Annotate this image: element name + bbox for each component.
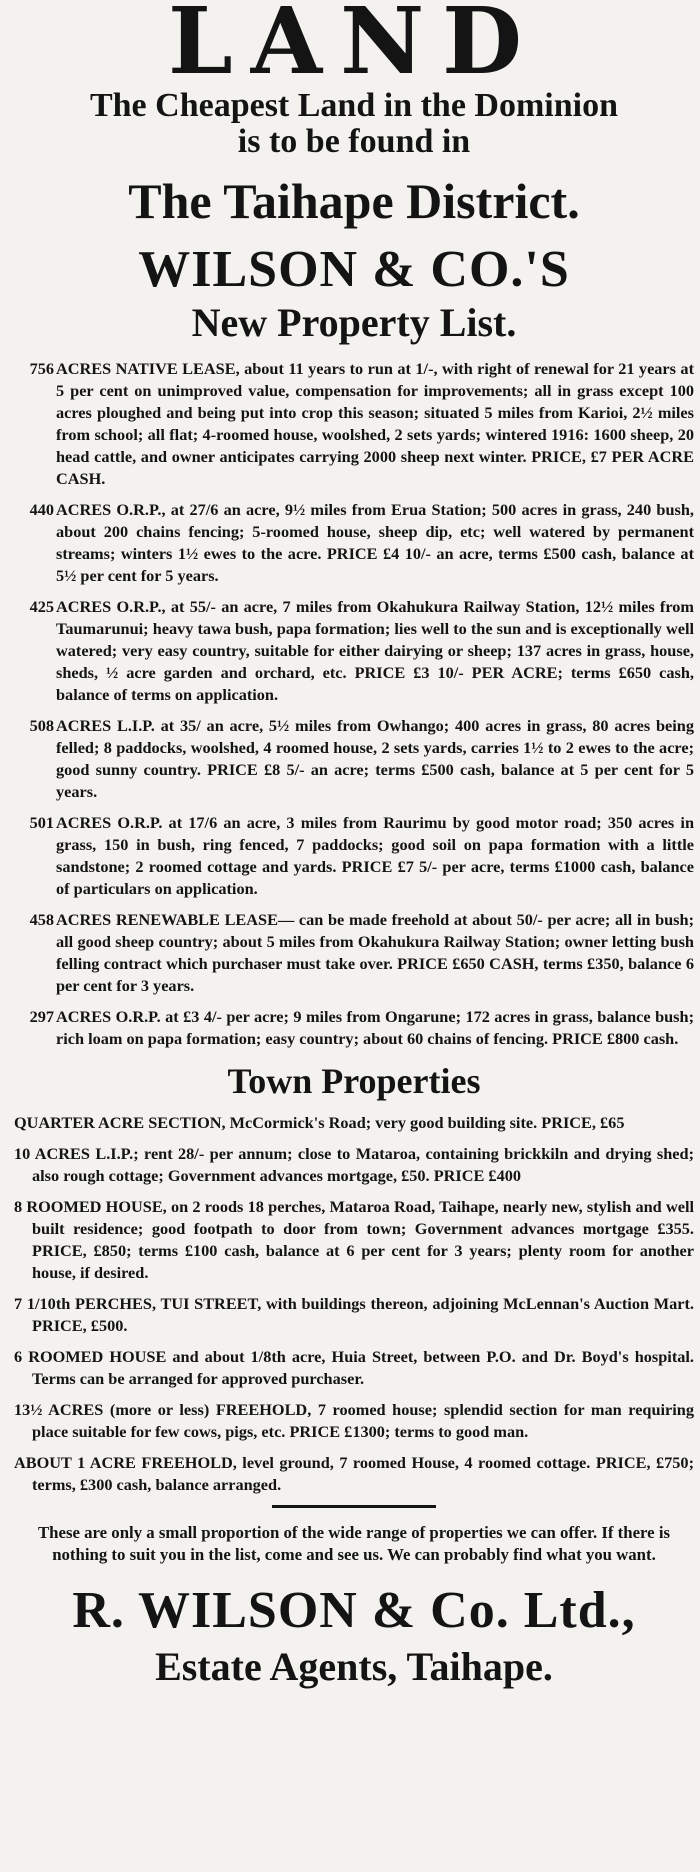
found-in-line: is to be found in	[237, 123, 471, 160]
town-listing-item: 13½ ACRES (more or less) FREEHOLD, 7 roomed house; splendid section for man requiring place suitable for few cows, pigs, etc. PRICE £1300; terms to good man.	[14, 1400, 694, 1441]
listing-acres: 508	[29, 716, 54, 735]
town-listing-item: 10 ACRES L.I.P.; rent 28/- per annum; close to Mataroa, containing brickkiln and drying shed; also rough cottage; Government advances mortgage, £50. PRICE £400	[14, 1144, 694, 1185]
listing-text: ACRES O.R.P., at 55/- an acre, 7 miles from Okahukura Railway Station, 12½ miles from Taumarunui; heavy tawa bush, papa formation; lies well to the sun and is exceptionally well watered; very easy country, suitable for either dairying or sheep; 137 acres in grass, house, sheds, ½ acre garden and orchard, etc. PRICE £3 10/- PER ACRE; terms £650 cash, balance of terms on application.	[56, 597, 694, 704]
firm-name: R. WILSON & Co. Ltd.,	[72, 1582, 636, 1639]
district-heading: The Taihape District.	[128, 173, 580, 229]
town-listings	[14, 1112, 694, 1496]
rural-listings	[14, 358, 694, 1050]
listing-acres: 756	[29, 359, 54, 378]
listing-text: ACRES L.I.P. at 35/ an acre, 5½ miles from Owhango; 400 acres in grass, 80 acres being felled; 8 paddocks, woolshed, 4 roomed house, 2 sets yards, carries 1½ to 2 ewes to the acre; good sunny country. PRICE £8 5/- an acre; terms £500 cash, balance at 5 per cent for 5 years.	[56, 716, 694, 801]
listing-acres: 501	[29, 813, 54, 832]
cheapest-land-line: The Cheapest Land in the Dominion	[89, 87, 619, 124]
town-listing-item: 7 1/10th PERCHES, TUI STREET, with buildings thereon, adjoining McLennan's Auction Mart. PRICE, £500.	[14, 1294, 694, 1335]
listing-item	[14, 715, 694, 803]
agents-line: Estate Agents, Taihape.	[155, 1644, 553, 1689]
listing-acres: 458	[29, 910, 54, 929]
town-properties-heading: Town Properties	[227, 1061, 481, 1101]
divider-rule	[272, 1505, 436, 1508]
listing-item	[14, 812, 694, 900]
listing-acres: 297	[29, 1007, 54, 1026]
listing-item	[14, 499, 694, 587]
town-listing-item: 6 ROOMED HOUSE and about 1/8th acre, Huia Street, between P.O. and Dr. Boyd's hospital. Terms can be arranged for approved purchaser.	[14, 1347, 694, 1388]
listing-text: ACRES O.R.P. at 17/6 an acre, 3 miles from Raurimu by good motor road; 350 acres in grass, 150 in bush, ring fenced, 7 paddocks; good soil on papa formation with a little sandstone; 2 roomed cottage and yards. PRICE £7 5/- per acre, terms £1000 cash, balance of particulars on application.	[56, 813, 694, 898]
listing-item	[14, 596, 694, 706]
company-heading: WILSON & CO.'S	[138, 241, 570, 298]
listing-item	[14, 1006, 694, 1050]
listing-text: ACRES O.R.P., at 27/6 an acre, 9½ miles from Erua Station; 500 acres in grass, 240 bush, about 200 chains fencing; 5-roomed house, sheep dip, etc; well watered by permanent streams; winters 1½ ewes to the acre. PRICE £4 10/- an acre, terms £500 cash, balance at 5½ per cent for 5 years.	[56, 500, 694, 585]
listing-acres: 425	[29, 597, 54, 616]
town-listing-item: 8 ROOMED HOUSE, on 2 roods 18 perches, Mataroa Road, Taihape, nearly new, stylish and well built residence; good footpath to door from town; Government advances mortgage £355. PRICE, £850; terms £100 cash, balance at 6 per cent for 3 years; plenty room for another house, if desired.	[14, 1197, 694, 1282]
listing-acres: 440	[29, 500, 54, 519]
listing-text: ACRES RENEWABLE LEASE— can be made freehold at about 50/- per acre; all in bush; all good sheep country; about 5 miles from Okahukura Railway Station; owner letting bush felling contract which purchaser must take over. PRICE £650 CASH, terms £350, balance 6 per cent for 3 years.	[56, 910, 694, 995]
listing-text: ACRES O.R.P. at £3 4/- per acre; 9 miles from Ongarune; 172 acres in grass, balance bush; rich loam on papa formation; easy country; about 60 chains of fencing. PRICE £800 cash.	[56, 1007, 694, 1048]
town-listing-item: ABOUT 1 ACRE FREEHOLD, level ground, 7 roomed House, 4 roomed cottage. PRICE, £750; terms, £300 cash, balance arranged.	[14, 1453, 694, 1494]
closing-paragraph: These are only a small proportion of the wide range of properties we can offer. If there is nothing to suit you in the list, come and see us. We can probably find what you want.	[37, 1523, 671, 1564]
listing-text: ACRES NATIVE LEASE, about 11 years to run at 1/-, with right of renewal for 21 years at 5 per cent on unimproved value, compensation for improvements; all in grass except 100 acres ploughed and being put into crop this season; situated 5 miles from Karioi, 2½ miles from school; all flat; 4-roomed house, woolshed, 2 sets yards; wintered 1916: 1600 sheep, 20 head cattle, and owner anticipates carrying 2000 sheep next winter. PRICE, £7 PER ACRE CASH.	[56, 359, 694, 488]
town-listing-item: QUARTER ACRE SECTION, McCormick's Road; very good building site. PRICE, £65	[14, 1113, 625, 1132]
land-headline: LAND	[168, 0, 540, 95]
list-title: New Property List.	[191, 300, 517, 345]
listing-item	[14, 358, 694, 490]
listing-item	[14, 909, 694, 997]
